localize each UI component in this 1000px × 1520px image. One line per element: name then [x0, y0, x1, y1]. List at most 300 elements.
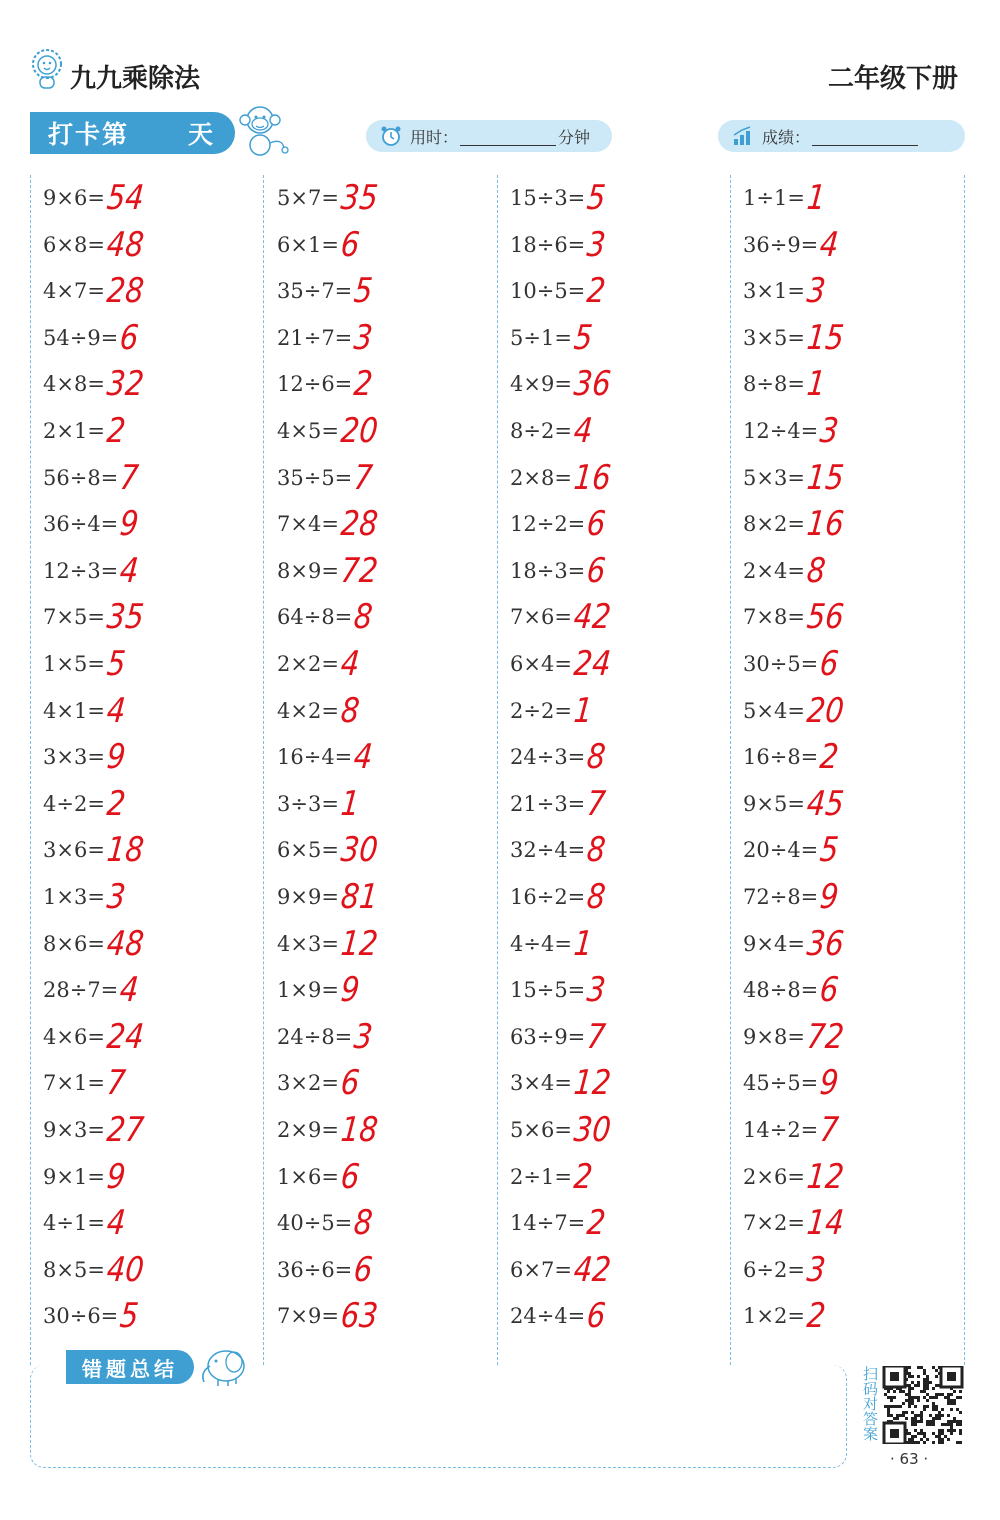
problem-row: [43, 361, 258, 407]
handwritten-answer[interactable]: 5: [572, 317, 595, 358]
problem-question: 9×3=: [43, 1118, 105, 1142]
time-field[interactable]: [366, 120, 612, 152]
problem-question: 2×9=: [277, 1118, 339, 1142]
problem-row: [743, 1060, 958, 1106]
problem-row: [510, 1060, 725, 1106]
problem-question: 4×8=: [43, 372, 105, 397]
problem-question: 6×5=: [277, 838, 339, 863]
handwritten-answer[interactable]: 15: [805, 457, 846, 498]
problem-question: 9×9=: [277, 885, 339, 909]
problem-question: 63÷9=: [510, 1024, 586, 1049]
problem-row: [277, 967, 492, 1013]
problem-question: 2×6=: [743, 1164, 805, 1189]
problem-question: 2×1=: [43, 419, 105, 443]
problem-row: [43, 222, 258, 268]
handwritten-answer[interactable]: 56: [805, 597, 846, 638]
handwritten-answer[interactable]: 36: [805, 923, 846, 964]
problem-row: [43, 594, 258, 640]
handwritten-answer[interactable]: 54: [105, 178, 146, 218]
problem-question: 24÷3=: [510, 745, 586, 770]
handwritten-answer[interactable]: 15: [805, 317, 846, 358]
problem-row: [743, 1200, 958, 1246]
problem-question: 9×5=: [743, 791, 805, 816]
problem-question: 3×6=: [43, 838, 105, 863]
problem-question: 8÷8=: [743, 372, 805, 397]
handwritten-answer[interactable]: 9: [118, 504, 141, 545]
problem-question: 1÷1=: [743, 186, 805, 210]
problem-question: 8×5=: [43, 1257, 105, 1282]
problem-row: [510, 175, 725, 221]
handwritten-answer[interactable]: 7: [105, 1063, 128, 1104]
problem-question: 35÷5=: [277, 465, 353, 490]
problem-row: [743, 361, 958, 407]
handwritten-answer[interactable]: 45: [805, 783, 846, 824]
problem-row: [743, 594, 958, 640]
handwritten-answer[interactable]: 24: [572, 644, 613, 684]
handwritten-answer[interactable]: 6: [339, 224, 362, 265]
problem-question: 36÷9=: [743, 232, 819, 257]
problem-row: [510, 1200, 725, 1246]
handwritten-answer[interactable]: 1: [339, 783, 362, 824]
handwritten-answer[interactable]: 6: [585, 550, 608, 591]
handwritten-answer[interactable]: 3: [585, 224, 608, 265]
day-tag-prefix: 打卡第: [48, 120, 130, 149]
problem-row: [743, 1014, 958, 1060]
problem-row: [277, 688, 492, 734]
problem-row: [43, 408, 258, 454]
problem-row: [43, 967, 258, 1013]
problem-row: [743, 222, 958, 268]
problem-question: 15÷3=: [510, 186, 586, 210]
problem-question: 16÷4=: [277, 745, 353, 770]
problem-question: 9×1=: [43, 1164, 105, 1189]
problem-row: [277, 222, 492, 268]
problem-row: [510, 967, 725, 1013]
problem-grid: [30, 175, 966, 1365]
grid-divider: [30, 175, 31, 1365]
handwritten-answer[interactable]: 9: [818, 877, 841, 917]
handwritten-answer[interactable]: 5: [585, 178, 608, 218]
handwritten-answer[interactable]: 8: [805, 550, 828, 591]
grid-divider: [497, 175, 498, 1365]
problem-row: [743, 1293, 958, 1339]
handwritten-answer[interactable]: 20: [805, 690, 846, 731]
day-tag-suffix: 天: [187, 120, 213, 149]
monkey-icon: [232, 98, 290, 160]
handwritten-answer[interactable]: 12: [339, 923, 380, 964]
grid-divider: [263, 175, 264, 1365]
problem-row: [43, 1154, 258, 1200]
problem-question: 8×9=: [277, 558, 339, 583]
problem-row: [510, 361, 725, 407]
problem-row: [510, 921, 725, 967]
problem-question: 21÷7=: [277, 325, 353, 350]
problem-row: [277, 1107, 492, 1153]
problem-row: [510, 1293, 725, 1339]
problem-row: [510, 1107, 725, 1153]
problem-row: [277, 315, 492, 361]
handwritten-answer[interactable]: 2: [818, 737, 841, 778]
handwritten-answer[interactable]: 36: [572, 364, 613, 405]
problem-row: [277, 361, 492, 407]
problem-question: 24÷8=: [277, 1024, 353, 1049]
problem-question: 56÷8=: [43, 465, 119, 490]
problem-row: [43, 1247, 258, 1293]
problem-row: [743, 268, 958, 314]
handwritten-answer[interactable]: 20: [339, 411, 380, 451]
problem-question: 54÷9=: [43, 325, 119, 350]
problem-question: 18÷3=: [510, 558, 586, 583]
handwritten-answer[interactable]: 27: [105, 1110, 146, 1150]
handwritten-answer[interactable]: 2: [572, 1156, 595, 1197]
problem-question: 7×8=: [743, 605, 805, 630]
handwritten-answer[interactable]: 72: [339, 550, 380, 591]
problem-row: [43, 1200, 258, 1246]
page-number: · 63 ·: [890, 1450, 929, 1468]
handwritten-answer[interactable]: 7: [585, 783, 608, 824]
problem-question: 5×4=: [743, 698, 805, 723]
handwritten-answer[interactable]: 5: [118, 1296, 141, 1337]
handwritten-answer[interactable]: 35: [339, 178, 380, 218]
problem-question: 3×1=: [743, 279, 805, 304]
handwritten-answer[interactable]: 63: [339, 1296, 380, 1337]
handwritten-answer[interactable]: 8: [585, 877, 608, 917]
problem-question: 4×5=: [277, 419, 339, 443]
elephant-icon: [196, 1342, 252, 1388]
handwritten-answer[interactable]: 3: [105, 877, 128, 917]
problem-row: [743, 1107, 958, 1153]
problem-row: [277, 548, 492, 594]
problem-question: 1×5=: [43, 652, 105, 676]
score-field[interactable]: [718, 120, 965, 152]
problem-question: 40÷5=: [277, 1211, 353, 1236]
handwritten-answer[interactable]: 2: [585, 1203, 608, 1244]
problem-question: 2×8=: [510, 465, 572, 490]
problem-question: 3÷3=: [277, 791, 339, 816]
handwritten-answer[interactable]: 6: [352, 1249, 375, 1290]
problem-question: 45÷5=: [743, 1071, 819, 1096]
handwritten-answer[interactable]: 6: [339, 1063, 362, 1104]
problem-question: 6÷2=: [743, 1257, 805, 1282]
handwritten-answer[interactable]: 3: [352, 1016, 375, 1057]
time-unit: 分钟: [558, 127, 591, 147]
problem-question: 7×1=: [43, 1071, 105, 1096]
handwritten-answer[interactable]: 2: [105, 783, 128, 824]
problem-question: 14÷2=: [743, 1118, 819, 1142]
handwritten-answer[interactable]: 3: [805, 1249, 828, 1290]
problem-row: [510, 222, 725, 268]
handwritten-answer[interactable]: 28: [105, 271, 146, 312]
problem-question: 3×2=: [277, 1071, 339, 1096]
problem-question: 4×7=: [43, 279, 105, 304]
problem-row: [743, 1247, 958, 1293]
problem-row: [277, 921, 492, 967]
problem-question: 9×4=: [743, 931, 805, 956]
problem-question: 4÷4=: [510, 931, 572, 956]
score-blank[interactable]: [812, 127, 918, 146]
problem-question: 5×3=: [743, 465, 805, 490]
handwritten-answer[interactable]: 81: [339, 877, 380, 917]
handwritten-answer[interactable]: 7: [818, 1110, 841, 1150]
problem-row: [743, 641, 958, 687]
problem-question: 8÷2=: [510, 419, 572, 443]
handwritten-answer[interactable]: 6: [585, 504, 608, 545]
problem-row: [510, 501, 725, 547]
problem-row: [743, 921, 958, 967]
problem-row: [277, 501, 492, 547]
problem-question: 1×3=: [43, 885, 105, 909]
problem-row: [43, 921, 258, 967]
problem-question: 20÷4=: [743, 838, 819, 863]
handwritten-answer[interactable]: 4: [118, 970, 141, 1011]
problem-row: [43, 548, 258, 594]
problem-row: [743, 827, 958, 873]
book-title: 九九乘除法: [70, 64, 201, 94]
problem-row: [277, 1014, 492, 1060]
handwritten-answer[interactable]: 7: [118, 457, 141, 498]
handwritten-answer[interactable]: 8: [339, 690, 362, 731]
problem-row: [743, 688, 958, 734]
handwritten-answer[interactable]: 14: [805, 1203, 846, 1244]
problem-row: [43, 315, 258, 361]
handwritten-answer[interactable]: 2: [805, 1296, 828, 1337]
problem-question: 30÷6=: [43, 1304, 119, 1329]
problem-question: 24÷4=: [510, 1304, 586, 1329]
grade-label: 二年级下册: [827, 64, 958, 94]
problem-row: [510, 268, 725, 314]
handwritten-answer[interactable]: 16: [805, 504, 846, 545]
handwritten-answer[interactable]: 42: [572, 597, 613, 638]
problem-question: 12÷4=: [743, 419, 819, 443]
problem-question: 2×4=: [743, 558, 805, 583]
problem-question: 4×3=: [277, 931, 339, 956]
problem-row: [277, 594, 492, 640]
handwritten-answer[interactable]: 30: [572, 1110, 613, 1150]
problem-question: 21÷3=: [510, 791, 586, 816]
problem-question: 7×6=: [510, 605, 572, 630]
problem-row: [277, 1060, 492, 1106]
handwritten-answer[interactable]: 5: [352, 271, 375, 312]
problem-row: [43, 268, 258, 314]
handwritten-answer[interactable]: 18: [339, 1110, 380, 1150]
problem-question: 8×6=: [43, 931, 105, 956]
problem-row: [277, 408, 492, 454]
problem-question: 4×9=: [510, 372, 572, 397]
problem-question: 9×8=: [743, 1024, 805, 1049]
problem-row: [43, 1293, 258, 1339]
problem-row: [743, 408, 958, 454]
handwritten-answer[interactable]: 6: [818, 970, 841, 1011]
handwritten-answer[interactable]: 4: [818, 224, 841, 265]
handwritten-answer[interactable]: 2: [105, 411, 128, 451]
problem-question: 2×2=: [277, 652, 339, 676]
problem-row: [743, 548, 958, 594]
problem-question: 6×4=: [510, 652, 572, 676]
problem-question: 12÷6=: [277, 372, 353, 397]
problem-row: [277, 827, 492, 873]
problem-row: [510, 874, 725, 920]
problem-row: [277, 781, 492, 827]
problem-question: 10÷5=: [510, 279, 586, 304]
handwritten-answer[interactable]: 48: [105, 224, 146, 265]
problem-row: [510, 408, 725, 454]
handwritten-answer[interactable]: 8: [352, 1203, 375, 1244]
problem-row: [743, 175, 958, 221]
handwritten-answer[interactable]: 7: [585, 1016, 608, 1057]
problem-question: 36÷6=: [277, 1257, 353, 1282]
handwritten-answer[interactable]: 40: [105, 1249, 146, 1290]
problem-row: [510, 827, 725, 873]
problem-row: [277, 641, 492, 687]
handwritten-answer[interactable]: 9: [105, 737, 128, 778]
problem-question: 2÷1=: [510, 1164, 572, 1189]
handwritten-answer[interactable]: 12: [572, 1063, 613, 1104]
grid-divider: [964, 175, 965, 1365]
handwritten-answer[interactable]: 48: [105, 923, 146, 964]
problem-question: 3×3=: [43, 745, 105, 770]
problem-question: 4×6=: [43, 1024, 105, 1049]
handwritten-answer[interactable]: 7: [352, 457, 375, 498]
problem-question: 16÷2=: [510, 885, 586, 909]
problem-question: 6×1=: [277, 232, 339, 257]
handwritten-answer[interactable]: 2: [352, 364, 375, 405]
problem-row: [743, 781, 958, 827]
problem-question: 6×7=: [510, 1257, 572, 1282]
problem-row: [43, 781, 258, 827]
handwritten-answer[interactable]: 72: [805, 1016, 846, 1057]
handwritten-answer[interactable]: 1: [572, 923, 595, 964]
problem-row: [277, 175, 492, 221]
problem-question: 30÷5=: [743, 652, 819, 676]
handwritten-answer[interactable]: 16: [572, 457, 613, 498]
problem-question: 7×4=: [277, 512, 339, 537]
handwritten-answer[interactable]: 4: [105, 1203, 128, 1244]
problem-row: [43, 827, 258, 873]
mistake-summary-tag: 错题总结: [66, 1350, 194, 1384]
problem-row: [43, 688, 258, 734]
handwritten-answer[interactable]: 9: [105, 1156, 128, 1197]
handwritten-answer[interactable]: 3: [352, 317, 375, 358]
problem-question: 3×5=: [743, 325, 805, 350]
problem-question: 32÷4=: [510, 838, 586, 863]
handwritten-answer[interactable]: 4: [339, 644, 362, 684]
handwritten-answer[interactable]: 12: [805, 1156, 846, 1197]
problem-question: 2÷2=: [510, 698, 572, 723]
handwritten-answer[interactable]: 8: [585, 737, 608, 778]
handwritten-answer[interactable]: 4: [118, 550, 141, 591]
problem-question: 16÷8=: [743, 745, 819, 770]
problem-row: [277, 455, 492, 501]
handwritten-answer[interactable]: 4: [572, 411, 595, 451]
handwritten-answer[interactable]: 18: [105, 830, 146, 871]
problem-row: [743, 501, 958, 547]
problem-question: 48÷8=: [743, 978, 819, 1003]
problem-row: [510, 1014, 725, 1060]
problem-question: 12÷2=: [510, 512, 586, 537]
problem-row: [743, 315, 958, 361]
handwritten-answer[interactable]: 1: [805, 364, 828, 405]
handwritten-answer[interactable]: 2: [585, 271, 608, 312]
handwritten-answer[interactable]: 6: [585, 1296, 608, 1337]
problem-row: [277, 1293, 492, 1339]
problem-row: [43, 1107, 258, 1153]
handwritten-answer[interactable]: 24: [105, 1016, 146, 1057]
handwritten-answer[interactable]: 5: [105, 644, 128, 684]
problem-row: [510, 594, 725, 640]
handwritten-answer[interactable]: 4: [352, 737, 375, 778]
problem-question: 9×6=: [43, 186, 105, 210]
problem-row: [510, 781, 725, 827]
qr-code[interactable]: [880, 1366, 966, 1444]
handwritten-answer[interactable]: 3: [818, 411, 841, 451]
problem-question: 15÷5=: [510, 978, 586, 1003]
handwritten-answer[interactable]: 8: [585, 830, 608, 871]
day-checkin-tag: [30, 112, 235, 154]
problem-row: [43, 874, 258, 920]
problem-question: 4×2=: [277, 698, 339, 723]
chart-icon: [732, 125, 754, 147]
handwritten-answer[interactable]: 30: [339, 830, 380, 871]
handwritten-answer[interactable]: 6: [818, 644, 841, 684]
handwritten-answer[interactable]: 42: [572, 1249, 613, 1290]
handwritten-answer[interactable]: 3: [585, 970, 608, 1011]
problem-question: 4÷2=: [43, 791, 105, 816]
handwritten-answer[interactable]: 35: [105, 597, 146, 638]
problem-row: [510, 688, 725, 734]
handwritten-answer[interactable]: 6: [339, 1156, 362, 1197]
problem-row: [510, 548, 725, 594]
problem-row: [743, 874, 958, 920]
handwritten-answer[interactable]: 8: [352, 597, 375, 638]
problem-row: [510, 1247, 725, 1293]
problem-question: 64÷8=: [277, 605, 353, 630]
problem-question: 6×8=: [43, 232, 105, 257]
problem-row: [43, 175, 258, 221]
problem-row: [510, 641, 725, 687]
problem-question: 5×7=: [277, 186, 339, 210]
handwritten-answer[interactable]: 1: [805, 178, 828, 218]
problem-row: [43, 1060, 258, 1106]
handwritten-answer[interactable]: 32: [105, 364, 146, 405]
problem-question: 36÷4=: [43, 512, 119, 537]
problem-question: 4×1=: [43, 698, 105, 723]
handwritten-answer[interactable]: 5: [818, 830, 841, 871]
problem-row: [43, 501, 258, 547]
problem-question: 5×6=: [510, 1118, 572, 1142]
handwritten-answer[interactable]: 3: [805, 271, 828, 312]
problem-question: 28÷7=: [43, 978, 119, 1003]
time-blank[interactable]: [460, 127, 556, 146]
handwritten-answer[interactable]: 4: [105, 690, 128, 731]
handwritten-answer[interactable]: 1: [572, 690, 595, 731]
problem-question: 4÷1=: [43, 1211, 105, 1236]
problem-question: 8×2=: [743, 512, 805, 537]
problem-question: 7×2=: [743, 1211, 805, 1236]
handwritten-answer[interactable]: 9: [818, 1063, 841, 1104]
problem-row: [277, 734, 492, 780]
problem-row: [277, 1200, 492, 1246]
handwritten-answer[interactable]: 9: [339, 970, 362, 1011]
lion-icon: [30, 48, 64, 90]
scan-answer-label: 扫码对答案: [861, 1366, 879, 1441]
handwritten-answer[interactable]: 28: [339, 504, 380, 545]
clock-icon: [380, 125, 402, 147]
handwritten-answer[interactable]: 6: [118, 317, 141, 358]
problem-question: 35÷7=: [277, 279, 353, 304]
problem-row: [510, 455, 725, 501]
problem-question: 5÷1=: [510, 325, 572, 350]
problem-row: [510, 315, 725, 361]
